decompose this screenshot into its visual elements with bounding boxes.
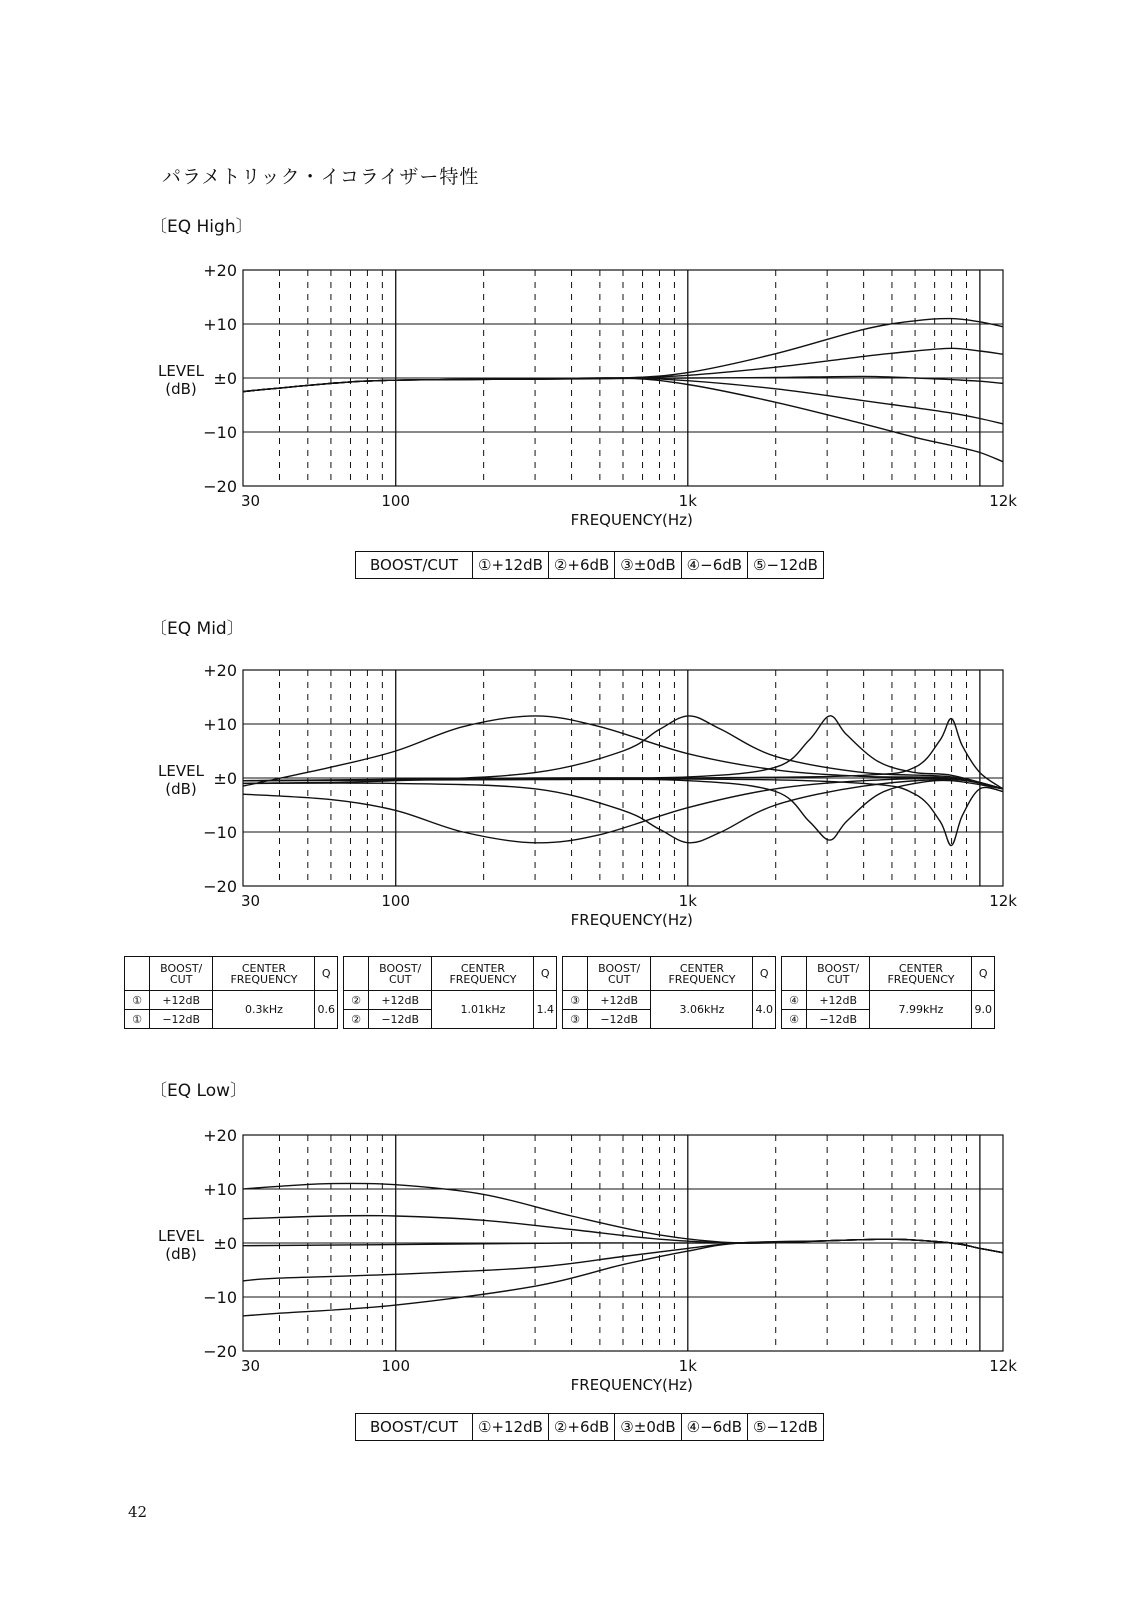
marker: ① xyxy=(125,991,150,1010)
x-axis-label: FREQUENCY(Hz) xyxy=(570,1376,693,1394)
legend-item: ②+6dB xyxy=(548,1414,614,1440)
y-axis-unit: (dB) xyxy=(165,380,197,398)
marker: ④ xyxy=(782,1010,807,1029)
x-axis-label: FREQUENCY(Hz) xyxy=(570,911,693,929)
x-tick-label: 100 xyxy=(381,892,411,910)
mid-table-4 xyxy=(781,956,995,1029)
y-tick-label: −20 xyxy=(203,1342,237,1361)
boost-value: +12dB xyxy=(150,991,213,1010)
x-tick-label: 12k xyxy=(989,1357,1017,1375)
mid-table-1 xyxy=(124,956,338,1029)
y-tick-label: +20 xyxy=(203,1126,237,1145)
marker: ② xyxy=(344,1010,369,1029)
y-axis-label: LEVEL xyxy=(158,362,204,380)
x-tick-label: 1k xyxy=(678,492,697,510)
x-tick-label: 30 xyxy=(241,1357,261,1375)
page-title: パラメトリック・イコライザー特性 xyxy=(162,166,480,188)
x-tick-label: 12k xyxy=(989,492,1017,510)
header-center-frequency: CENTER FREQUENCY xyxy=(870,957,972,991)
header-boost-cut: BOOST/ CUT xyxy=(588,957,651,991)
legend-item: ②+6dB xyxy=(548,552,614,578)
mid-table-3 xyxy=(562,956,776,1029)
y-tick-label: +10 xyxy=(203,1180,237,1199)
header-boost-cut: BOOST/ CUT xyxy=(150,957,213,991)
y-axis-unit: (dB) xyxy=(165,780,197,798)
y-tick-label: ±0 xyxy=(213,369,237,388)
x-tick-label: 1k xyxy=(678,892,697,910)
center-frequency: 1.01kHz xyxy=(432,991,534,1029)
y-tick-label: ±0 xyxy=(213,769,237,788)
cut-value: −12dB xyxy=(807,1010,870,1029)
y-tick-label: −10 xyxy=(203,423,237,442)
y-tick-label: −10 xyxy=(203,1288,237,1307)
y-tick-label: +10 xyxy=(203,715,237,734)
y-axis-unit: (dB) xyxy=(165,1245,197,1263)
y-tick-label: −20 xyxy=(203,477,237,496)
x-tick-label: 30 xyxy=(241,892,261,910)
header-center-frequency: CENTER FREQUENCY xyxy=(432,957,534,991)
y-tick-label: +20 xyxy=(203,661,237,680)
legend-boost-cut-label: BOOST/CUT xyxy=(370,556,458,574)
legend-item: ④−6dB xyxy=(681,1414,747,1440)
mid-table-2 xyxy=(343,956,557,1029)
eq-low-legend xyxy=(355,1413,824,1441)
header-q: Q xyxy=(534,957,557,991)
x-tick-label: 12k xyxy=(989,892,1017,910)
q-value: 1.4 xyxy=(534,991,557,1029)
y-tick-label: +10 xyxy=(203,315,237,334)
cut-value: −12dB xyxy=(150,1010,213,1029)
header-boost-cut: BOOST/ CUT xyxy=(807,957,870,991)
y-tick-label: −10 xyxy=(203,823,237,842)
center-frequency: 7.99kHz xyxy=(870,991,972,1029)
eq-high-chart xyxy=(0,250,1131,540)
q-value: 0.6 xyxy=(315,991,338,1029)
center-frequency: 3.06kHz xyxy=(651,991,753,1029)
legend-item: ⑤−12dB xyxy=(747,552,823,578)
marker: ② xyxy=(344,991,369,1010)
x-tick-label: 100 xyxy=(381,1357,411,1375)
header-q: Q xyxy=(315,957,338,991)
eq-high-title: 〔EQ High〕 xyxy=(150,217,253,237)
header-center-frequency: CENTER FREQUENCY xyxy=(651,957,753,991)
series-line xyxy=(243,779,1003,846)
legend-item: ⑤−12dB xyxy=(747,1414,823,1440)
cut-value: −12dB xyxy=(369,1010,432,1029)
eq-mid-title: 〔EQ Mid〕 xyxy=(150,619,244,639)
y-tick-label: +20 xyxy=(203,261,237,280)
boost-value: +12dB xyxy=(369,991,432,1010)
legend-boost-cut-label: BOOST/CUT xyxy=(370,1418,458,1436)
x-axis-label: FREQUENCY(Hz) xyxy=(570,511,693,529)
boost-value: +12dB xyxy=(807,991,870,1010)
marker: ③ xyxy=(563,1010,588,1029)
x-tick-label: 30 xyxy=(241,492,261,510)
legend-item: ③±0dB xyxy=(614,552,680,578)
header-boost-cut: BOOST/ CUT xyxy=(369,957,432,991)
q-value: 4.0 xyxy=(753,991,776,1029)
y-axis-label: LEVEL xyxy=(158,762,204,780)
x-tick-label: 100 xyxy=(381,492,411,510)
y-axis-label: LEVEL xyxy=(158,1227,204,1245)
header-q: Q xyxy=(753,957,776,991)
center-frequency: 0.3kHz xyxy=(213,991,315,1029)
eq-high-legend xyxy=(355,551,824,579)
legend-item: ④−6dB xyxy=(681,552,747,578)
boost-value: +12dB xyxy=(588,991,651,1010)
eq-low-chart xyxy=(0,1115,1131,1405)
legend-item: ①+12dB xyxy=(472,1414,548,1440)
marker: ④ xyxy=(782,991,807,1010)
eq-low-title: 〔EQ Low〕 xyxy=(150,1081,248,1101)
y-tick-label: −20 xyxy=(203,877,237,896)
header-center-frequency: CENTER FREQUENCY xyxy=(213,957,315,991)
q-value: 9.0 xyxy=(972,991,995,1029)
cut-value: −12dB xyxy=(588,1010,651,1029)
legend-item: ①+12dB xyxy=(472,552,548,578)
marker: ① xyxy=(125,1010,150,1029)
legend-item: ③±0dB xyxy=(614,1414,680,1440)
marker: ③ xyxy=(563,991,588,1010)
eq-mid-chart xyxy=(0,650,1131,940)
y-tick-label: ±0 xyxy=(213,1234,237,1253)
page-number: 42 xyxy=(128,1503,148,1521)
header-q: Q xyxy=(972,957,995,991)
x-tick-label: 1k xyxy=(678,1357,697,1375)
